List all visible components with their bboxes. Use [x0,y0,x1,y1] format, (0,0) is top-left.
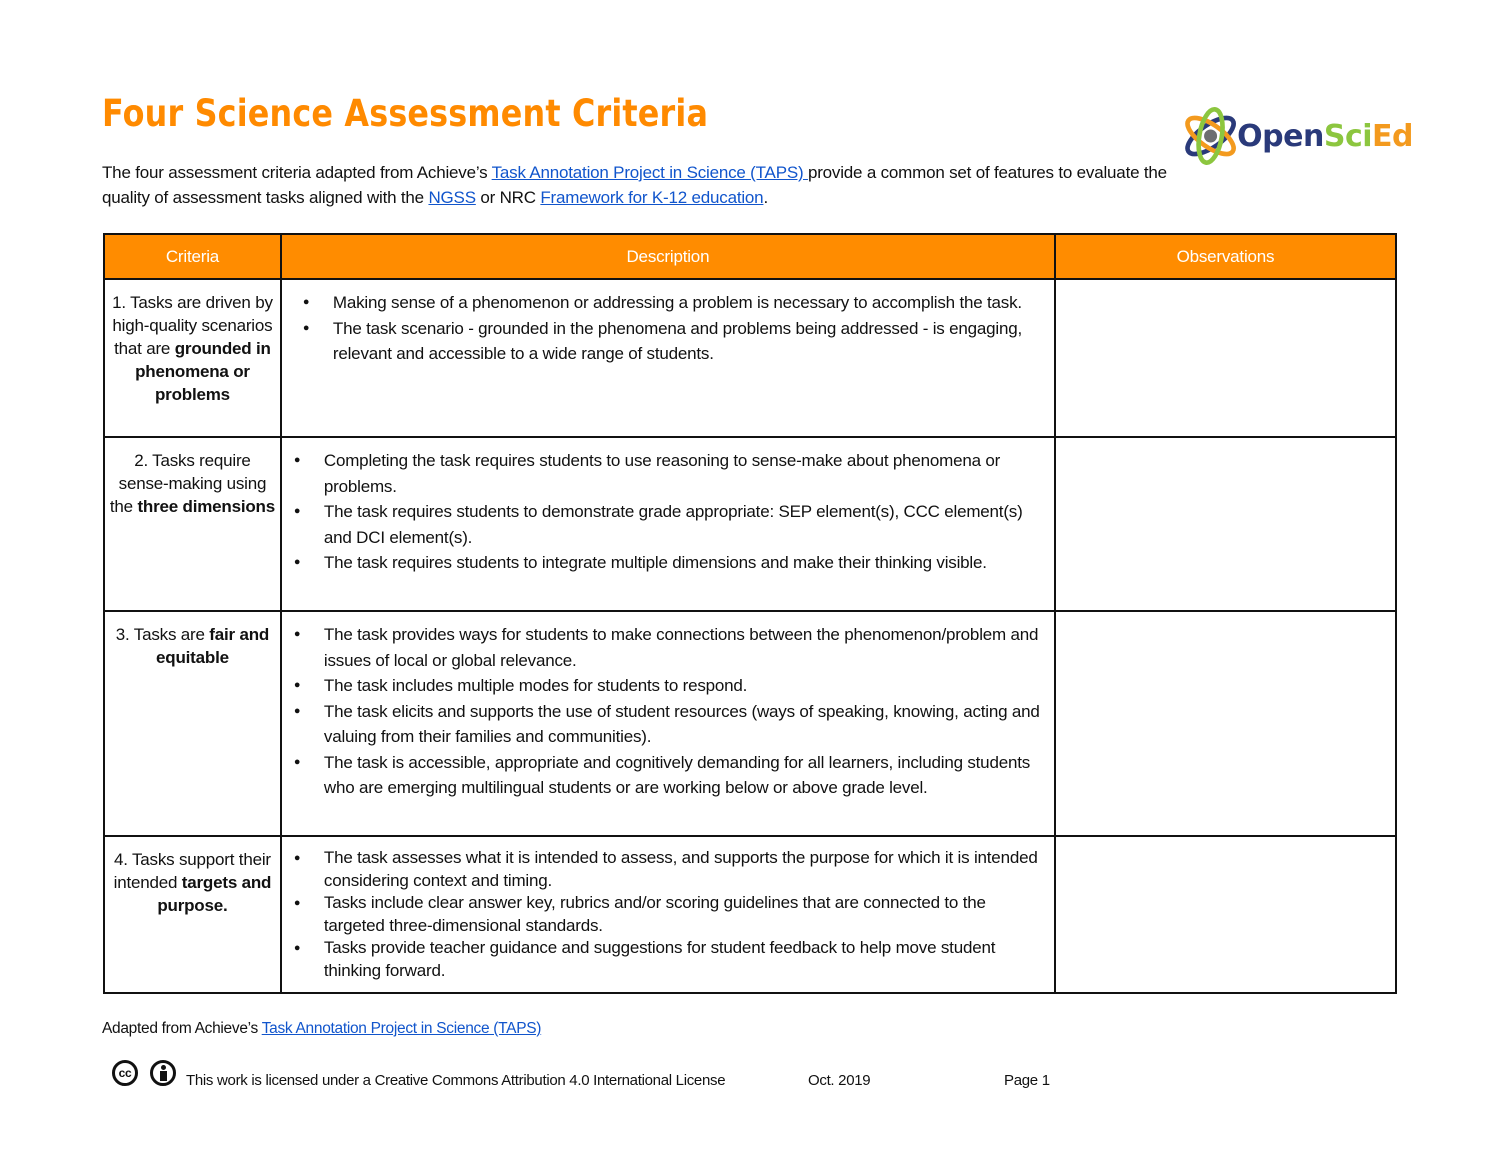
table-row [104,611,1396,836]
list-item: ● The task scenario - grounded in the phenomena and problems being addressed - is engaging, relevant and accessible to a wide range of students. [290,316,1040,367]
intro-paragraph: The four assessment criteria adapted from Achieve’s Task Annotation Project in Science (TAPS) provide a common set of features to evaluate the quality of assessment tasks aligned with the NGSS or NRC Framework for K-12 education. [102,163,1167,207]
page-footer [112,1060,1112,1094]
criteria-cell: 3. Tasks are fair and equitable [104,611,281,836]
table-row [104,279,1396,437]
list-item: ● Tasks include clear answer key, rubrics and/or scoring guidelines that are connected to the targeted three-dimensional standards. [290,892,1040,937]
list-item: ● Tasks provide teacher guidance and suggestions for student feedback to help move student thinking forward. [290,937,1040,982]
atom-icon [1178,101,1243,171]
criteria-table [103,233,1397,994]
header-description: Description [281,234,1055,279]
table-row [104,437,1396,611]
license-text: This work is licensed under a Creative Commons Attribution 4.0 International License [186,1072,726,1089]
ngss-link[interactable]: NGSS [428,188,476,207]
observation-cell[interactable] [1055,279,1396,437]
table-header-row [104,234,1396,279]
list-item: ● The task includes multiple modes for students to respond. [290,673,1040,699]
list-item: ● The task assesses what it is intended to assess, and supports the purpose for which it is intended considering context and timing. [290,847,1040,892]
list-item: ● The task elicits and supports the use of student resources (ways of speaking, knowing, acting and valuing from their families and communities). [290,699,1040,750]
criteria-cell: 1. Tasks are driven by high-quality scenarios that are grounded in phenomena or problems [104,279,281,437]
observation-cell[interactable] [1055,836,1396,993]
logo-wordmark: OpenSciEd [1237,118,1413,154]
criteria-cell: 4. Tasks support their intended targets and purpose. [104,836,281,993]
taps-link[interactable]: Task Annotation Project in Science (TAPS) [491,163,808,182]
date-text: Oct. 2019 [808,1072,871,1089]
cc-icon: cc [112,1060,138,1086]
table-row [104,836,1396,993]
list-item: ● Making sense of a phenomenon or addressing a problem is necessary to accomplish the task. [290,290,1040,316]
framework-link[interactable]: Framework for K-12 education [540,188,764,207]
list-item: ● The task requires students to demonstrate grade appropriate: SEP element(s), CCC element(s) and DCI element(s). [290,499,1040,550]
page-number: Page 1 [1004,1072,1050,1089]
header-criteria: Criteria [104,234,281,279]
adapted-from-note: Adapted from Achieve’s Task Annotation Project in Science (TAPS) [102,1020,542,1037]
list-item: ● Completing the task requires students to use reasoning to sense-make about phenomena or problems. [290,448,1040,499]
description-cell [281,437,1055,611]
intro-text: The four assessment criteria adapted from Achieve’s [102,163,492,182]
opensciEd-logo [1178,100,1413,172]
list-item: ● The task provides ways for students to make connections between the phenomenon/problem and issues of local or global relevance. [290,622,1040,673]
page-title: Four Science Assessment Criteria [102,92,709,135]
header-observations: Observations [1055,234,1396,279]
list-item: ● The task requires students to integrate multiple dimensions and make their thinking visible. [290,550,1040,576]
list-item: ● The task is accessible, appropriate and cognitively demanding for all learners, including students who are emerging multilingual students or are working below or above grade level. [290,750,1040,801]
observation-cell[interactable] [1055,437,1396,611]
taps-footer-link[interactable]: Task Annotation Project in Science (TAPS) [261,1020,542,1037]
description-cell [281,279,1055,437]
description-cell [281,611,1055,836]
observation-cell[interactable] [1055,611,1396,836]
criteria-cell: 2. Tasks require sense-making using the three dimensions [104,437,281,611]
description-cell [281,836,1055,993]
attribution-person-icon [150,1060,176,1086]
